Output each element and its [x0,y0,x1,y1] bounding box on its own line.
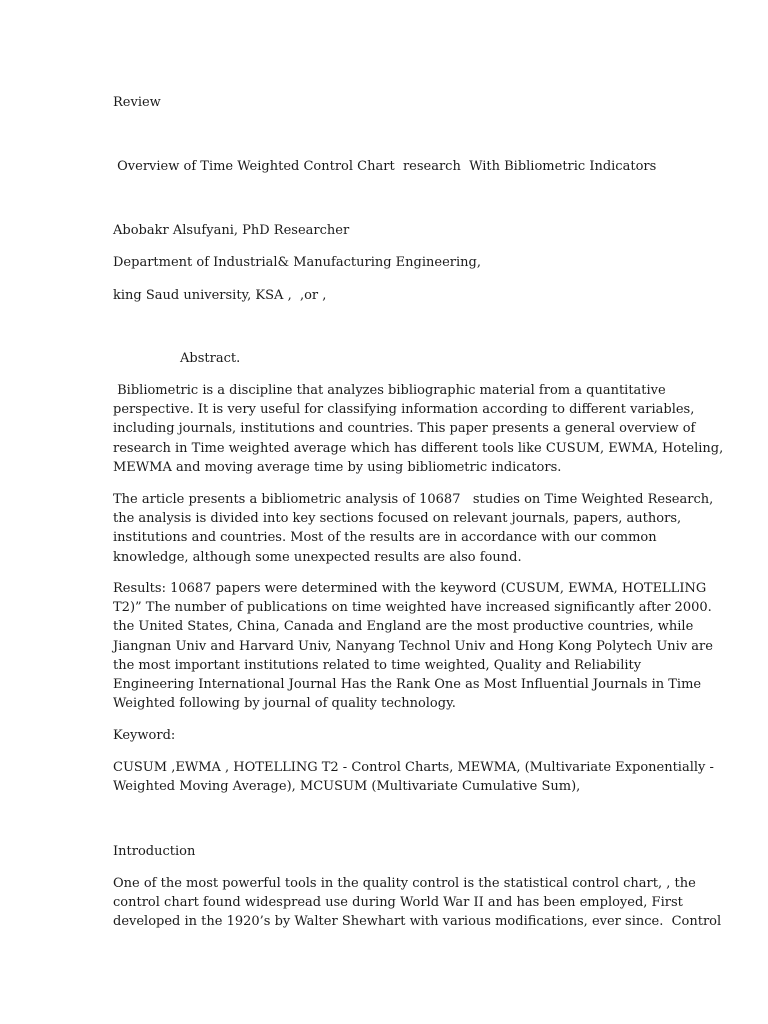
text-line: MEWMA and moving average time by using bibliometric indicators. [113,459,562,475]
text-line: the United States, China, Canada and England are the most productive countries, while [113,619,694,635]
text-line: the most important institutions related to time weighted, Quality and Reliability [113,657,642,673]
text-line: perspective. It is very useful for classifying information according to different variables, [113,402,695,418]
text-line: Jiangnan Univ and Harvard Univ, Nanyang Technol Univ and Hong Kong Polytech Univ are [113,638,713,654]
text-line: One of the most powerful tools in the quality control is the statistical control chart, , the [113,876,696,891]
text-line: research in Time weighted average which has different tools like CUSUM, EWMA, Hoteling, [113,440,724,456]
text-line: including journals, institutions and countries. This paper presents a general overview of [113,421,696,437]
text-line: Bibliometric is a discipline that analyzes bibliographic material from a quantitative [113,383,666,398]
text-line: control chart found widespread use during World War II and has been employed, First [113,895,683,911]
results-paragraph [113,579,713,713]
text-line: institutions and countries. Most of the results are in accordance with our common [113,530,657,546]
abstract-paragraph-1 [113,381,724,477]
author-affiliation: king Saud university, KSA , ,or , [113,288,327,303]
introduction-heading: Introduction [113,844,196,859]
text-line: The article presents a bibliometric analysis of 10687 studies on Time Weighted Research, [113,492,714,507]
text-line: Engineering International Journal Has the Rank One as Most Influential Journals in Time [113,677,702,693]
abstract-paragraph-2 [113,490,714,567]
text-line: Results: 10687 papers were determined with the keyword (CUSUM, EWMA, HOTELLING [113,581,707,596]
paper-title: Overview of Time Weighted Control Chart research With Bibliometric Indicators [113,159,657,174]
text-line: Weighted following by journal of quality technology. [113,696,456,712]
text-line: the analysis is divided into key sections focused on relevant journals, papers, authors, [113,511,682,527]
text-line: knowledge, although some unexpected results are also found. [113,549,522,565]
author-name: Abobakr Alsufyani, PhD Researcher [113,223,350,238]
keyword-heading: Keyword: [113,728,176,743]
author-department: Department of Industrial& Manufacturing Engineering, [113,255,481,270]
text-line: CUSUM ,EWMA , HOTELLING T2 - Control Charts, MEWMA, (Multivariate Exponentially - [113,760,714,775]
abstract-heading: Abstract. [180,351,241,366]
text-line: Weighted Moving Average), MCUSUM (Multivariate Cumulative Sum), [113,779,581,795]
text-line: T2)” The number of publications on time weighted have increased significantly after 2000. [113,600,712,616]
section-label: Review [113,95,161,110]
keywords-paragraph [113,758,714,796]
text-line: developed in the 1920’s by Walter Shewhart with various modifications, ever since. Control [113,914,722,930]
introduction-paragraph [113,874,722,932]
